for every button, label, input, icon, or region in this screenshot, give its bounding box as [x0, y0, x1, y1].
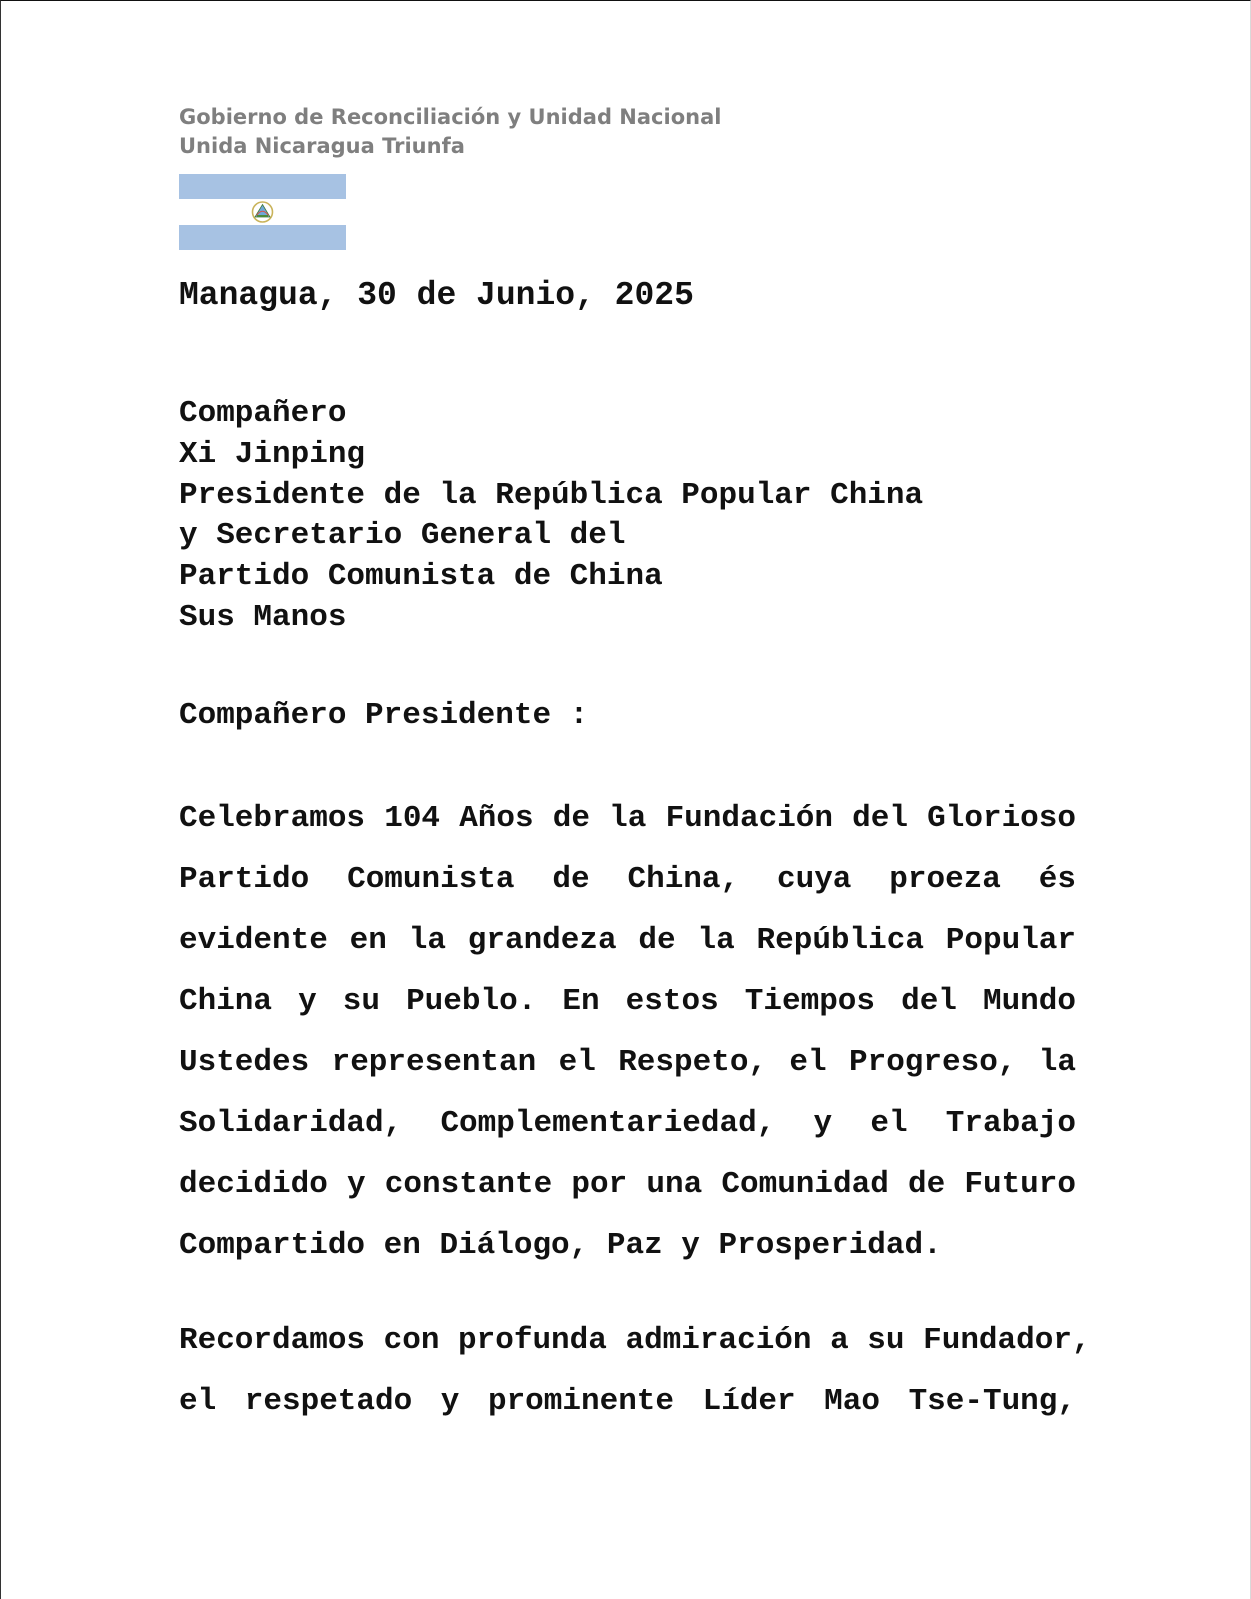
letterhead: [179, 103, 721, 161]
salutation: Compañero Presidente :: [179, 698, 589, 733]
paragraph-line: Ustedes representan el Respeto, el Progreso, la: [179, 1045, 1076, 1080]
paragraph-line: evidente en la grandeza de la República Popular: [179, 923, 1076, 958]
recipient-block: [179, 394, 923, 639]
recipient-line: Sus Manos: [179, 599, 347, 635]
recipient-line: Compañero: [179, 396, 347, 431]
paragraph-line: Celebramos 104 Años de la Fundación del Glorioso: [179, 801, 1076, 836]
recipient-line: Partido Comunista de China: [179, 559, 663, 595]
letterhead-government-name: Gobierno de Reconciliación y Unidad Nacional: [179, 105, 722, 129]
paragraph-line: China y su Pueblo. En estos Tiempos del Mundo: [179, 984, 1076, 1019]
recipient-line: y Secretario General del: [179, 518, 626, 554]
paragraph-line: el respetado y prominente Líder Mao Tse-Tung,: [179, 1384, 1076, 1419]
recipient-line: Xi Jinping: [179, 436, 366, 472]
paragraph-line: Solidaridad, Complementariedad, y el Trabajo: [179, 1106, 1076, 1141]
body-paragraph-1: [179, 788, 1076, 1276]
paragraph-line: Compartido en Diálogo, Paz y Prosperidad.: [179, 1228, 942, 1263]
letter-date: Managua, 30 de Junio, 2025: [179, 277, 694, 314]
letterhead-slogan: Unida Nicaragua Triunfa: [179, 134, 465, 158]
body-paragraph-2: [179, 1310, 1091, 1432]
paragraph-line: decidido y constante por una Comunidad de Futuro: [179, 1167, 1076, 1202]
nicaragua-flag: [179, 174, 346, 250]
paragraph-line: Partido Comunista de China, cuya proeza és: [179, 862, 1076, 897]
paragraph-line: Recordamos con profunda admiración a su Fundador,: [179, 1323, 1091, 1358]
recipient-line: Presidente de la República Popular China: [179, 477, 924, 513]
